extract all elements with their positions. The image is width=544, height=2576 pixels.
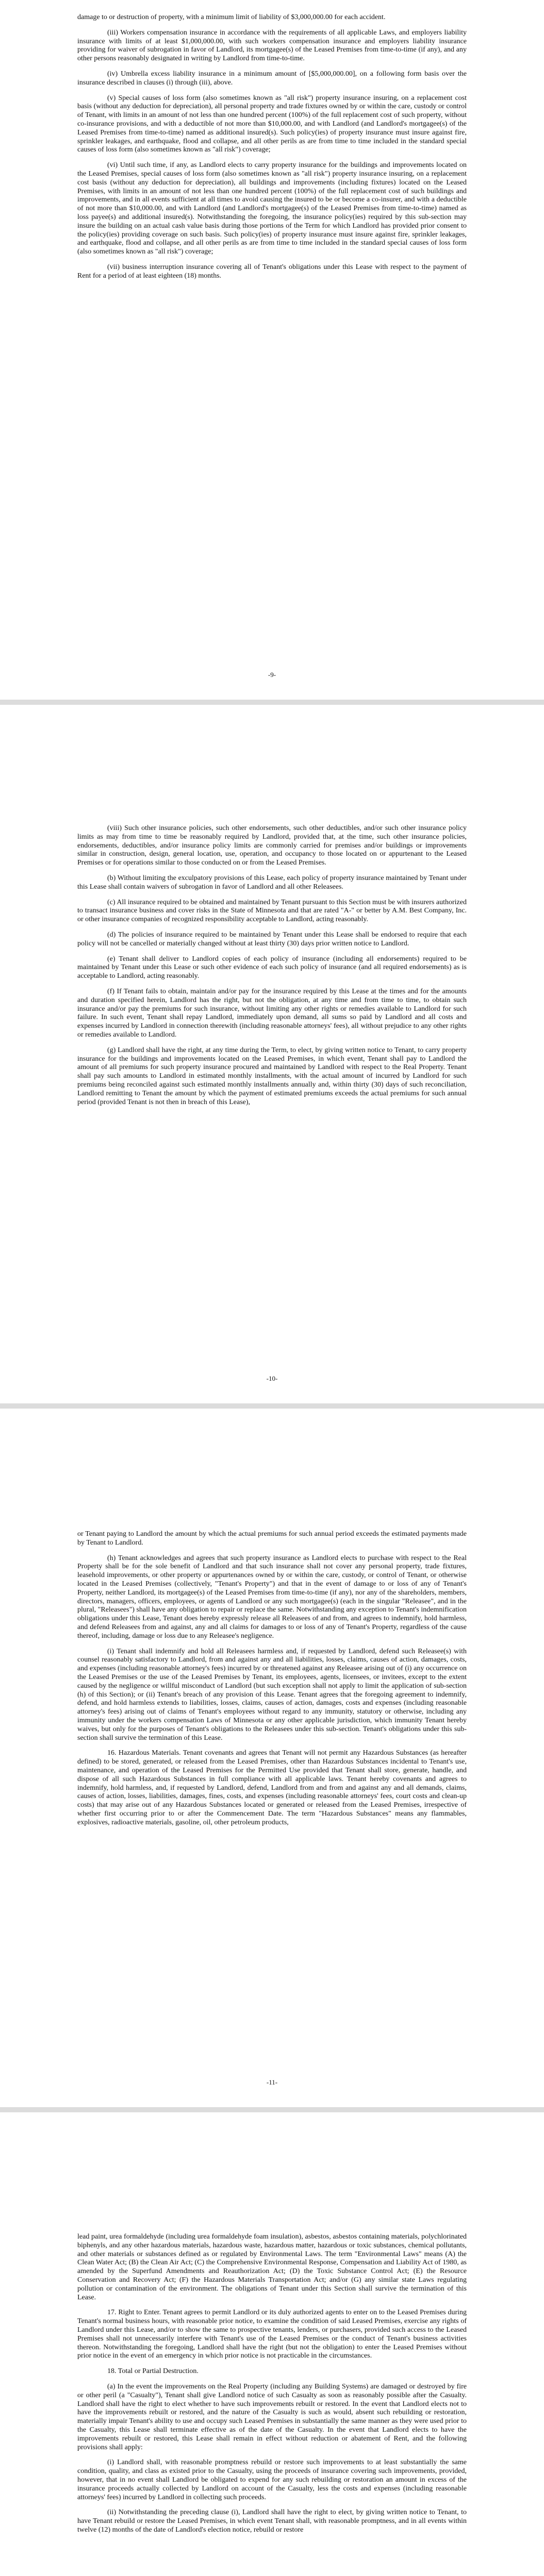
paragraph: (iii) Workers compensation insurance in accordance with the requirements of all applicable Laws, and employers liability insurance with limits of at least $1,000,000.00, with such workers compensation insurance and employers liability insurance providing for waiver of subrogation in favor of Landlord, its mortgagee(s) of the Leased Premises from time-to-time (if any), and any other persons reasonably designated in writing by Landlord from time-to-time.	[77, 28, 467, 63]
paragraph: or Tenant paying to Landlord the amount by which the actual premiums for such annual period exceeds the estimated payments made by Tenant to Landlord.	[77, 1530, 467, 1547]
paragraph: 17. Right to Enter. Tenant agrees to permit Landlord or its duly authorized agents to enter on to the Leased Premises during Tenant's normal business hours, with reasonable prior notice, to examine the condition of said Leased Premises, exercise any rights of Landlord under this Lease, and/or to show the same to prospective tenants, lenders, or purchasers, provided such access to the Leased Premises shall not unnecessarily interfere with Tenant's use of the Leased Premises or the conduct of Tenant's business activities thereon. Notwithstanding the foregoing, Landlord shall have the right (but not the obligation) to enter the Leased Premises without prior notice in the event of an emergency in which prior notice is not practicable in the circumstances.	[77, 2309, 467, 2360]
section-heading: 18. Total or Partial Destruction.	[107, 2367, 199, 2376]
paragraph: (ii) Notwithstanding the preceding clause (i), Landlord shall have the right to elect, by giving written notice to Tenant, to have Tenant rebuild or restore the Leased Premises, in which event Tenant shall, with reasonable promptness, and in all events within twelve (12) months of the date of Landlord's election notice, rebuild or restore	[77, 2509, 467, 2534]
page-body	[77, 13, 467, 281]
document-page	[0, 1409, 544, 2107]
paragraph: (e) Tenant shall deliver to Landlord copies of each policy of insurance (including all endorsements) required to be maintained by Tenant under this Lease or such other evidence of each such policy of insurance (and all required endorsements) as is acceptable to Landlord, acting reasonably.	[77, 955, 467, 980]
paragraph: (iv) Umbrella excess liability insurance in a minimum amount of [$5,000,000.00], on a following form basis over the insurance described in clauses (i) through (iii), above.	[77, 70, 467, 87]
paragraph: (viii) Such other insurance policies, such other endorsements, such other deductibles, and/or such other insurance policy limits as may from time to time be reasonably required by Landlord, provided that, at the time, such other insurance policies, endorsements, deductibles, and/or insurance policy limits are commonly carried for premises and/or buildings or improvements similar in construction, design, general location, use, operation, and occupancy to those located on or appurtenant to the Leased Premises or for operations similar to those conducted on or from the Leased Premises.	[77, 824, 467, 867]
paragraph: (g) Landlord shall have the right, at any time during the Term, to elect, by giving written notice to Tenant, to carry property insurance for the buildings and improvements located on the Leased Premises, in which event, Tenant shall pay to Landlord the amount of all premiums for such property insurance procured and maintained by Landlord with respect to the Real Property. Tenant shall pay such amounts to Landlord in estimated monthly installments, with the actual amount of incurred by Landlord for such premiums being reconciled against such estimated monthly installments annually and, within thirty (30) days of such reconciliation, Landlord remitting to Tenant the amount by which the payment of estimated premiums exceeds the actual premiums for such annual period (provided Tenant is not then in breach of this Lease),	[77, 1046, 467, 1106]
paragraph: (b) Without limiting the exculpatory provisions of this Lease, each policy of property insurance maintained by Tenant under this Lease shall contain waivers of subrogation in favor of Landlord and all other Releasees.	[77, 874, 467, 891]
paragraph: (a) In the event the improvements on the Real Property (including any Building Systems) are damaged or destroyed by fire or other peril (a "Casualty"), Tenant shall give Landlord notice of such Casualty as soon as reasonably possible after the Casualty. Landlord shall have the right to elect whether to have such improvements rebuilt or restored. In the event that Landlord elects not to have the improvements rebuilt or restored, and the nature of the Casualty is such as would, absent such rebuilding or restoration, materially impair Tenant's ability to use and occupy such Leased Premises in substantially the same manner as they were used prior to the Casualty, this Lease shall terminate effective as of the date of the Casualty. In the event that Landlord elects to have the improvements rebuilt or restored, this Lease shall remain in effect without reduction or abatement of Rent, and the following provisions shall apply:	[77, 2382, 467, 2451]
page-number: -10-	[266, 1375, 278, 1382]
document-page	[0, 2112, 544, 2576]
paragraph: (d) The policies of insurance required to be maintained by Tenant under this Lease shall be endorsed to require that each policy will not be cancelled or materially changed without at least thirty (30) days prior written notice to Landlord.	[77, 930, 467, 947]
paragraph: (i) Landlord shall, with reasonable promptness rebuild or restore such improvements to at least substantially the same condition, quality, and class as existed prior to the Casualty, using the proceeds of insurance covering such improvements, provided, however, that in no event shall Landlord be obligated to expend for any such rebuilding or restoration an amount in excess of the insurance proceeds actually collected by Landlord on account of the Casualty, less the costs and expenses (including reasonable attorneys' fees) incurred by Landlord in collecting such proceeds.	[77, 2459, 467, 2501]
page-body	[77, 824, 467, 1107]
document-page	[0, 0, 544, 700]
paragraph: (vi) Until such time, if any, as Landlord elects to carry property insurance for the buildings and improvements located on the Leased Premises, special causes of loss form (also sometimes known as "all risk") property insurance insuring, on a replacement cost basis (without any deduction for depreciation), all buildings and improvements (including fixtures) located on the Leased Premises, with limits in an amount of not less than one hundred percent (100%) of the full replacement cost of such buildings and improvements, and in all events sufficient at all times to avoid causing the insured to be or become a co-insurer, and with a deductible of not more than $10,000.00, and with Landlord (and Landlord's mortgagee(s) of the Leased Premises from time-to-time) named as loss payee(s) and additional insured(s). Notwithstanding the foregoing, the insurance policy(ies) required by this sub-section may insure the building on an actual cash value basis during those portions of the Term for which Landlord has provided prior consent to the policy(ies) providing coverage on such basis. Such policy(ies) of property insurance must insure against fire, sprinkler leakages, and earthquake, flood and collapse, and all other perils as are from time to time included in the standard special causes of loss form (also sometimes known as "all risk") coverage;	[77, 161, 467, 256]
page-body	[77, 1530, 467, 1827]
paragraph: 16. Hazardous Materials. Tenant covenants and agrees that Tenant will not permit any Hazardous Substances (as hereafter defined) to be stored, generated, or released from the Leased Premises, other than Hazardous Substances incidental to Tenant's use, maintenance, and operation of the Leased Premises for the Permitted Use provided that Tenant shall store, generate, handle, and dispose of all such Hazardous Substances in full compliance with all applicable laws. Tenant hereby covenants and agrees to indemnify, hold harmless, and, if requested by Landlord, defend, Landlord from and from and against any and all demands, claims, causes of action, losses, liabilities, damages, fines, costs, and expenses (including reasonable attorneys' fees, court costs and clean-up costs) that may arise out of any Hazardous Substances located or generated or released from the Leased Premises, irrespective of whether first occurring prior to or after the Commencement Date. The term "Hazardous Substances" means any flammables, explosives, radioactive materials, gasoline, oil, other petroleum products,	[77, 1749, 467, 1826]
paragraph: (v) Special causes of loss form (also sometimes known as "all risk") property insurance insuring, on a replacement cost basis (without any deduction for depreciation), all personal property and trade fixtures owned by or within the care, custody or control of Tenant, with limits in an amount of not less than one hundred percent (100%) of the full replacement cost of such property, without co-insurance provisions, and with a deductible of not more than $10,000.00, and with Landlord (and Landlord's mortgagee(s) of the Leased Premises from time-to-time) named as additional insured(s). Such policy(ies) of property insurance must insure against fire, sprinkler leakages, and earthquake, flood and collapse, and all other perils as are from time to time included in the standard special causes of loss form (also sometimes known as "all risk") coverage;	[77, 94, 467, 154]
paragraph: damage to or destruction of property, with a minimum limit of liability of $3,000,000.00 for each accident.	[77, 13, 386, 21]
document-page	[0, 705, 544, 1403]
page-number: -9-	[268, 671, 276, 679]
paragraph: (f) If Tenant fails to obtain, maintain and/or pay for the insurance required by this Lease at the times and for the amounts and duration specified herein, Landlord has the right, but not the obligation, at any time and from time to time, to obtain such insurance and/or pay the premiums for such insurance, without limiting any other rights or remedies available to Landlord for such failure. In such event, Tenant shall repay Landlord, immediately upon demand, all sums so paid by Landlord and all costs and expenses incurred by Landlord in connection therewith (including reasonable attorneys' fees), all without prejudice to any other rights or remedies available to Landlord.	[77, 987, 467, 1039]
paragraph: (vii) business interruption insurance covering all of Tenant's obligations under this Lease with respect to the payment of Rent for a period of at least eighteen (18) months.	[77, 263, 467, 280]
paragraph: (h) Tenant acknowledges and agrees that such property insurance as Landlord elects to purchase with respect to the Real Property shall be for the sole benefit of Landlord and that such insurance shall not cover any personal property, trade fixtures, leasehold improvements, or other property or appurtenances owned by or within the care, custody, or control of Tenant, or otherwise located in the Leased Premises (collectively, "Tenant's Property") and that in the event of damage to or loss of any of Tenant's Property, neither Landlord, its mortgagee(s) of the Leased Premises from time-to-time (if any), nor any of the shareholders, members, directors, managers, officers, employees, or agents of Landlord or any such mortgagee(s) (each in the singular "Releasee", and in the plural, "Releasees") shall have any obligation to repair or replace the same. Notwithstanding any exception to Tenant's indemnification obligations under this Lease, Tenant does hereby expressly release all Releasees of and from, and agrees to indemnify, hold harmless, and defend Releasees from and against, any and all claims for damages to or loss of any of Tenant's Property, regardless of the cause thereof, including, damage or loss due to any Releasee's negligence.	[77, 1554, 467, 1640]
page-number: -11-	[266, 2078, 278, 2086]
paragraph: (c) All insurance required to be obtained and maintained by Tenant pursuant to this Section must be with insurers authorized to transact insurance business and cover risks in the State of Minnesota and that are rated "A-" or better by A.M. Best Company, Inc. or other insurance companies of recognized responsibility acceptable to Landlord, acting reasonably.	[77, 898, 467, 924]
page-body	[77, 2233, 467, 2535]
paragraph: (i) Tenant shall indemnify and hold all Releasees harmless and, if requested by Landlord, defend such Releasee(s) with counsel reasonably satisfactory to Landlord, from and against any and all liabilities, losses, claims, causes of action, damages, costs, and expenses (including reasonable attorney's fees) incurred by or threatened against any Releasee arising out of (i) any occurrence on the Leased Premises or the use of the Leased Premises by Tenant, its employees, agents, licensees, or invitees, except to the extent caused by the negligence or willful misconduct of Landlord (but such exception shall not apply to limit the application of sub-section (h) of this Section); or (ii) Tenant's breach of any provision of this Lease. Tenant agrees that the foregoing agreement to indemnify, defend, and hold harmless extends to liabilities, losses, claims, causes of action, damages, costs and expenses (including reasonable attorney's fees) arising out of claims of Tenant's employees without regard to any immunity, statutory or otherwise, including any immunity under the workers compensation Laws of Minnesota or any other applicable jurisdiction, which immunity Tenant hereby waives, but only for the purposes of Tenant's obligations to the Releasees under this sub-section. Tenant's obligations under this sub-section shall survive the termination of this Lease.	[77, 1647, 467, 1742]
paragraph: lead paint, urea formaldehyde (including urea formaldehyde foam insulation), asbestos, asbestos containing materials, polychlorinated biphenyls, and any other hazardous materials, hazardous waste, hazardous matter, hazardous or toxic substances, chemical pollutants, and other materials or substances defined as or regulated by Environmental Laws. The term "Environmental Laws" means (A) the Clean Water Act; (B) the Clean Air Act; (C) the Comprehensive Environmental Response, Compensation and Liability Act of 1980, as amended by the Superfund Amendments and Reauthorization Act; (D) the Toxic Substance Control Act; (E) the Resource Conservation and Recovery Act; (F) the Hazardous Materials Transportation Act; and/or (G) any similar state Laws regulating pollution or contamination of the environment. The obligations of Tenant under this Section shall survive the termination of this Lease.	[77, 2233, 467, 2301]
